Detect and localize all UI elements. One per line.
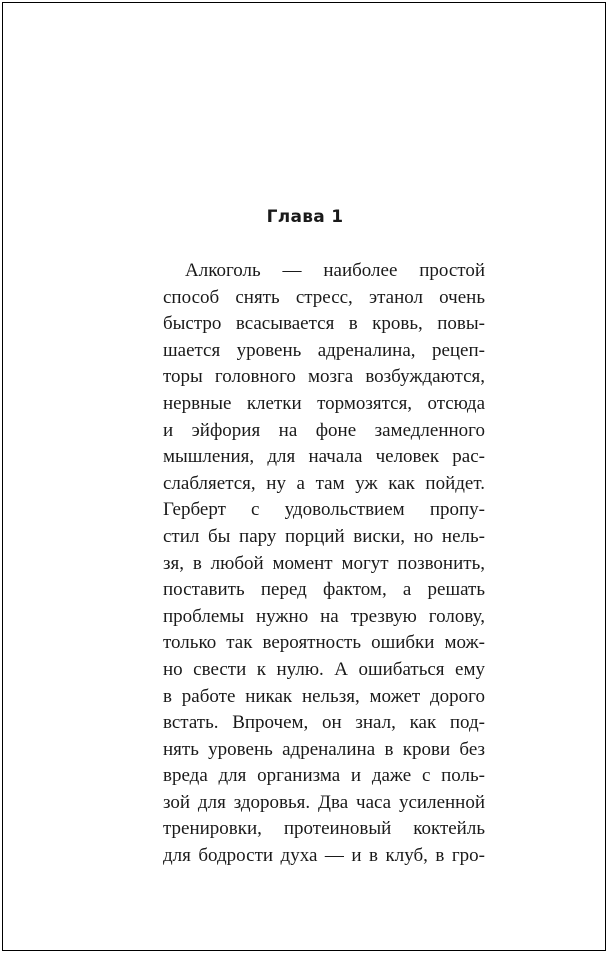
text-line: способ снять стресс, этанол очень bbox=[163, 286, 485, 308]
text-line: Алкоголь — наиболее простой bbox=[185, 260, 485, 281]
text-line: нервные клетки тормозятся, отсюда bbox=[163, 392, 485, 414]
text-line: встать. Впрочем, он знал, как под- bbox=[163, 712, 485, 734]
text-line: шается уровень адреналина, рецеп- bbox=[163, 339, 485, 361]
text-line: мышления, для начала человек рас- bbox=[163, 446, 485, 468]
chapter-title: Глава 1 bbox=[266, 207, 344, 227]
text-line: только так вероятность ошибки мож- bbox=[163, 632, 485, 654]
body-paragraph bbox=[163, 258, 485, 870]
text-line: и эйфория на фоне замедленного bbox=[163, 419, 485, 441]
text-line: тренировки, протеиновый коктейль bbox=[163, 818, 485, 840]
text-line: проблемы нужно на трезвую голову, bbox=[163, 605, 485, 627]
text-line: в работе никак нельзя, может дорого bbox=[163, 685, 485, 707]
text-line: быстро всасывается в кровь, повы- bbox=[163, 313, 485, 335]
text-line: но свести к нулю. А ошибаться ему bbox=[163, 658, 485, 680]
text-line: поставить перед фактом, а решать bbox=[163, 579, 485, 601]
text-line: зя, в любой момент могут позвонить, bbox=[163, 552, 485, 574]
text-line: торы головного мозга возбуждаются, bbox=[163, 366, 485, 388]
text-line: стил бы пару порций виски, но нель- bbox=[163, 525, 485, 547]
text-line: вреда для организма и даже с поль- bbox=[163, 765, 485, 787]
text-line: зой для здоровья. Два часа усиленной bbox=[163, 791, 485, 813]
text-line: слабляется, ну а там уж как пойдет. bbox=[163, 472, 485, 494]
text-line: нять уровень адреналина в крови без bbox=[163, 738, 485, 760]
text-line: для бодрости духа — и в клуб, в гро- bbox=[163, 845, 485, 867]
text-line: Герберт с удовольствием пропу- bbox=[163, 499, 485, 521]
